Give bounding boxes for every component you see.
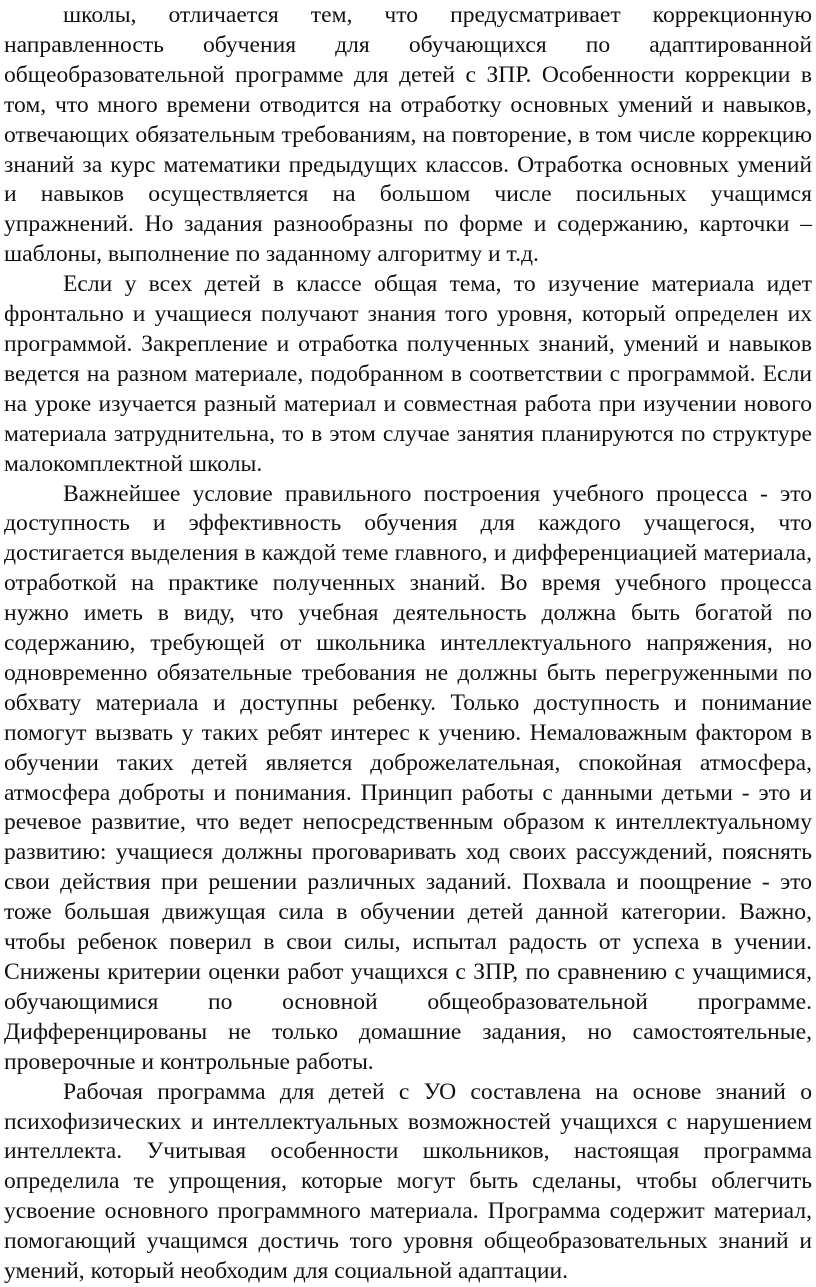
paragraph-2: Если у всех детей в классе общая тема, то изучение материала идет фронтально и учащиеся получают знания того уровня, который определен их программой. Закрепление и отработка полученных знаний, умений и навыков ведется на разном материале, подобранном в соответствии с программой. Если на уроке изучается разный материал и совместная работа при изучении нового материала затруднительна, то в этом случае занятия планируются по структуре малокомплектной школы. bbox=[4, 271, 812, 477]
paragraph-1: школы, отличается тем, что предусматривает коррекционную направленность обучения для обучающихся по адаптированной общеобразовательной программе для детей с ЗПР. Особенности коррекции в том, что много времени отводится на отработку основных умений и навыков, отвечающих обязательным требованиям, на повторение, в том числе коррекцию знаний за курс математики предыдущих классов. Отработка основных умений и навыков осуществляется на большом числе посильных учащимся упражнений. Но задания разнообразны по форме и содержанию, карточки – шаблоны, выполнение по заданному алгоритму и т.д. bbox=[4, 2, 812, 268]
paragraph-4: Рабочая программа для детей с УО составлена на основе знаний о психофизических и интеллектуальных возможностей учащихся с нарушением интеллекта. Учитывая особенности школьников, настоящая программа определила те упрощения, которые могут быть сделаны, чтобы облегчить усвоение основного программного материала. Программа содержит материал, помогающий учащимся достичь того уровня общеобразовательных знаний и умений, который необходим для социальной адаптации. bbox=[4, 1078, 812, 1285]
paragraph-3: Важнейшее условие правильного построения учебного процесса - это доступность и эффективность обучения для каждого учащегося, что достигается выделения в каждой теме главного, и дифференциацией материала, отработкой на практике полученных знаний. Во время учебного процесса нужно иметь в виду, что учебная деятельность должна быть богатой по содержанию, требующей от школьника интеллектуального напряжения, но одновременно обязательные требования не должны быть перегруженными по обхвату материала и доступны ребенку. Только доступность и понимание помогут вызвать у таких ребят интерес к учению. Немаловажным фактором в обучении таких детей является доброжелательная, спокойная атмосфера, атмосфера доброты и понимания. Принцип работы с данными детьми - это и речевое развитие, что ведет непосредственным образом к интеллектуальному развитию: учащиеся должны проговаривать ход своих рассуждений, пояснять свои действия при решении различных заданий. Похвала и поощрение - это тоже большая движущая сила в обучении детей данной категории. Важно, чтобы ребенок поверил в свои силы, испытал радость от успеха в учении. Снижены критерии оценки работ учащихся с ЗПР, по сравнению с учащимися, обучающимися по основной общеобразовательной программе. Дифференцированы не только домашние задания, но самостоятельные, проверочные и контрольные работы. bbox=[4, 480, 812, 1075]
